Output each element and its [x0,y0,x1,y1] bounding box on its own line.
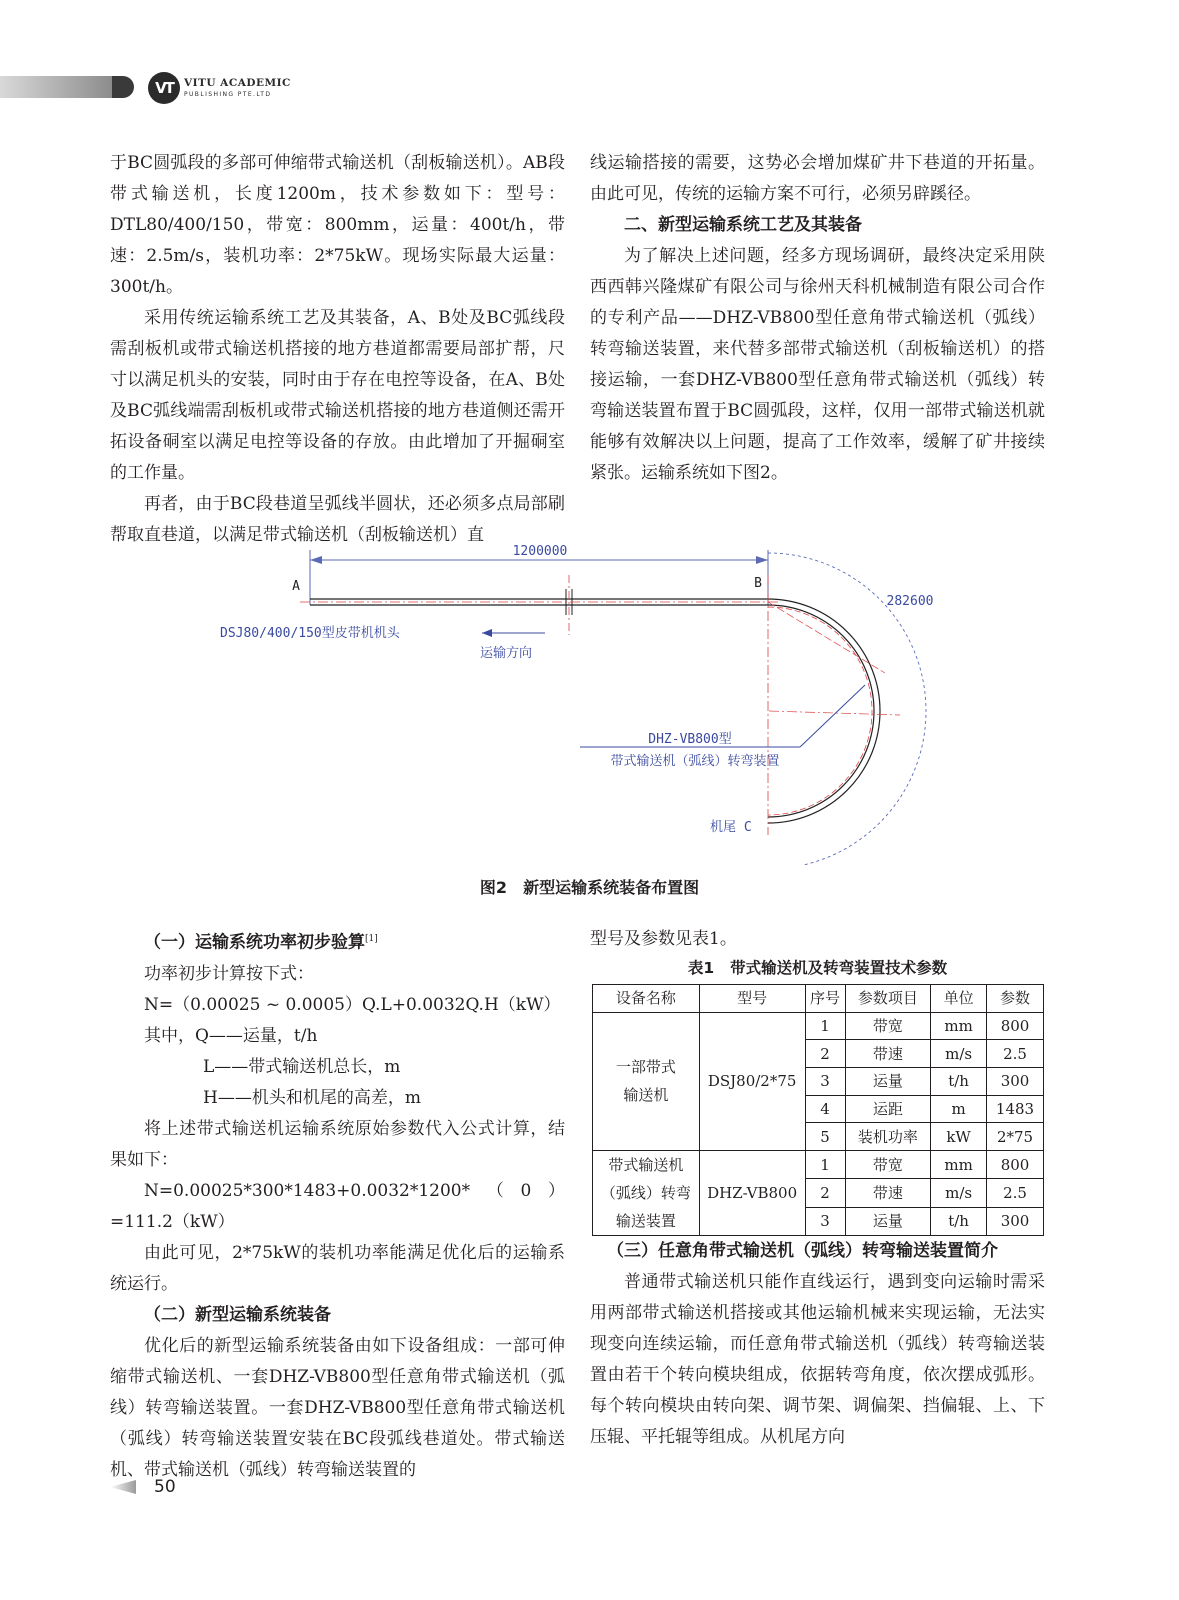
curve-inner-edge [768,605,874,817]
equipment-name-cell: 一部带式输送机 [593,1012,700,1150]
definition-q: 其中，Q——运量，t/h [144,1025,318,1046]
table-header-cell: 型号 [699,985,805,1013]
section-heading: 二、新型运输系统工艺及其装备 [624,215,862,235]
heading-text: （一）运输系统功率初步验算 [144,932,365,953]
table-cell: 300 [987,1068,1044,1096]
table-cell: 300 [987,1207,1044,1235]
table-row [593,1012,1044,1040]
conveyor-layout-figure [200,535,980,865]
curve-centerline [768,607,872,815]
figure-title: 新型运输系统装备布置图 [523,878,700,897]
model-cell: DHZ-VB800 [699,1151,805,1236]
paragraph: 为了解决上述问题，经多方现场调研，最终决定采用陕西西韩兴隆煤矿有限公司与徐州天科机械制造有限公司合作的专利产品——DHZ-VB800型任意角带式输送机（弧线）转弯输送装置，来代替多部带式输送机（刮板输送机）的搭接运输，一套DHZ-VB800型任意角带式输送机（弧线）转弯输送装置布置于BC圆弧段，这样，仅用一部带式输送机就能够有效解决以上问题，提高了工作效率，缓解了矿井接续紧张。运输系统如下图2。 [590,246,1045,483]
paragraph: 由此可见，2*75kW的装机功率能满足优化后的运输系统运行。 [110,1242,565,1294]
table-cell: 2.5 [987,1040,1044,1068]
head-label: DSJ80/400/150型皮带机机头 [220,626,400,641]
dimension-arrow-right [756,556,768,564]
right-column-bottom [590,1236,1045,1453]
right-column-intro [590,924,1045,955]
table-cell: 带速 [845,1179,931,1207]
reference-marker: [1] [365,934,378,944]
section-heading: （二）新型运输系统装备 [144,1304,331,1325]
table-cell: m/s [931,1040,987,1068]
table-cell: 5 [805,1123,845,1151]
definition-h: H——机头和机尾的高差，m [203,1087,421,1108]
paragraph: 型号及参数见表1。 [590,929,737,949]
table-header-cell: 参数 [987,985,1044,1013]
left-column-bottom [110,924,565,1486]
table-cell: 运距 [845,1095,931,1123]
page-number: 50 [154,1477,176,1497]
table-cell: 800 [987,1012,1044,1040]
table-cell: m/s [931,1179,987,1207]
table-cell: 运量 [845,1068,931,1096]
formula: N=（0.00025 ~ 0.0005）Q.L+0.0032Q.H（kW） [144,994,561,1015]
table-header-cell: 参数项目 [845,985,931,1013]
paragraph: 将上述带式输送机运输系统原始参数代入公式计算，结果如下： [110,1118,565,1170]
paragraph: 线运输搭接的需要，这势必会增加煤矿井下巷道的开拓量。由此可见，传统的运输方案不可行，必须另辟蹊径。 [590,153,1045,204]
model-cell: DSJ80/2*75 [699,1012,805,1150]
point-b-label: B [754,576,762,591]
radius-line [768,602,885,673]
table-cell: mm [931,1151,987,1179]
tail-label: 机尾 C [710,820,752,835]
figure-caption [0,875,1179,898]
table-cell: 3 [805,1068,845,1096]
paragraph: 再者，由于BC段巷道呈弧线半圆状，还必须多点局部刷帮取直巷道，以满足带式输送机（刮板输送机）直 [110,494,565,545]
table-cell: 带宽 [845,1151,931,1179]
table-number: 表1 [687,959,715,977]
point-a-label: A [292,579,300,594]
curve-outer-edge [768,599,880,823]
table-cell: 800 [987,1151,1044,1179]
paragraph: 优化后的新型运输系统装备由如下设备组成：一部可伸缩带式输送机、一套DHZ-VB800型任意角带式输送机（弧线）转弯输送装置。一套DHZ-VB800型任意角带式输送机（弧线）转弯输送装置安装在BC段弧线巷道处。带式输送机、带式输送机（弧线）转弯输送装置的 [110,1335,565,1480]
paragraph: 采用传统运输系统工艺及其装备，A、B处及BC弧线段需刮板机或带式输送机搭接的地方巷道都需要局部扩帮，尺寸以满足机头的安装，同时由于存在电控等设备，在A、B处及BC弧线端需刮板机或带式输送机搭接的地方巷道侧还需开拓设备硐室以满足电控等设备的存放。由此增加了开掘硐室的工作量。 [110,308,565,483]
paragraph: 普通带式输送机只能作直线运行，遇到变向运输时需采用两部带式输送机搭接或其他运输机械来实现运输，无法实现变向连续运输，而任意角带式输送机（弧线）转弯输送装置由若干个转向模块组成，依据转弯角度，依次摆成弧形。每个转向模块由转向架、调节架、调偏架、挡偏辊、上、下压辊、平托辊等组成。从机尾方向 [590,1272,1045,1447]
table-cell: 2 [805,1040,845,1068]
paragraph: 于BC圆弧段的多部可伸缩带式输送机（刮板输送机）。AB段带式输送机，长度1200m，技术参数如下：型号：DTL80/400/150，带宽：800mm，运量：400t/h，带速：2.5m/s，装机功率：2*75kW。现场实际最大运量：300t/h。 [110,153,565,297]
table-header-cell: 设备名称 [593,985,700,1013]
figure-number: 图2 [479,878,508,897]
table-cell: mm [931,1012,987,1040]
table-cell: 1 [805,1012,845,1040]
equipment-name-cell: 带式输送机（弧线）转弯输送装置 [593,1151,700,1236]
table-cell: kW [931,1123,987,1151]
leader-line [800,685,865,747]
direction-label: 运输方向 [480,646,533,661]
table-header-cell: 序号 [805,985,845,1013]
table-header-row [593,985,1044,1013]
device-label-model: DHZ-VB800型 [648,732,732,747]
table-header-cell: 单位 [931,985,987,1013]
table-cell: 3 [805,1207,845,1235]
table-cell: 带宽 [845,1012,931,1040]
left-column-top [110,148,565,551]
section-heading [110,924,565,959]
table-cell: 1 [805,1151,845,1179]
table-cell: 4 [805,1095,845,1123]
publisher-name: VITU ACADEMIC [184,77,291,89]
table-cell: m [931,1095,987,1123]
table-cell: 装机功率 [845,1123,931,1151]
header-decor-bar [0,76,112,98]
publisher-logo: VT [148,72,180,104]
paragraph: 功率初步计算按下式： [144,963,314,984]
section-heading: （三）任意角带式输送机（弧线）转弯输送装置简介 [607,1241,998,1261]
dimension-label: 1200000 [512,544,568,559]
dimension-arrow-left [310,556,322,564]
publisher-subname: PUBLISHING PTE.LTD [184,91,272,98]
table-cell: 1483 [987,1095,1044,1123]
table-cell: 带速 [845,1040,931,1068]
direction-arrowhead [482,629,492,637]
device-label-name: 带式输送机（弧线）转弯装置 [610,754,780,769]
table-cell: t/h [931,1207,987,1235]
radius-label: 282600 [886,594,934,609]
header-decor-cap [112,76,134,98]
table-title: 带式输送机及转弯装置技术参数 [730,959,948,977]
table-cell: 2 [805,1179,845,1207]
table-caption [590,956,1045,978]
table-cell: t/h [931,1068,987,1096]
table-cell: 2*75 [987,1123,1044,1151]
table-cell: 运量 [845,1207,931,1235]
table-cell: 2.5 [987,1179,1044,1207]
table-row [593,1151,1044,1179]
definition-l: L——带式输送机总长，m [203,1056,401,1077]
right-column-top [590,148,1045,489]
calculation: N=0.00025*300*1483+0.0032*1200*（0）=111.2（kW） [110,1180,565,1232]
spec-table [592,984,1044,1236]
